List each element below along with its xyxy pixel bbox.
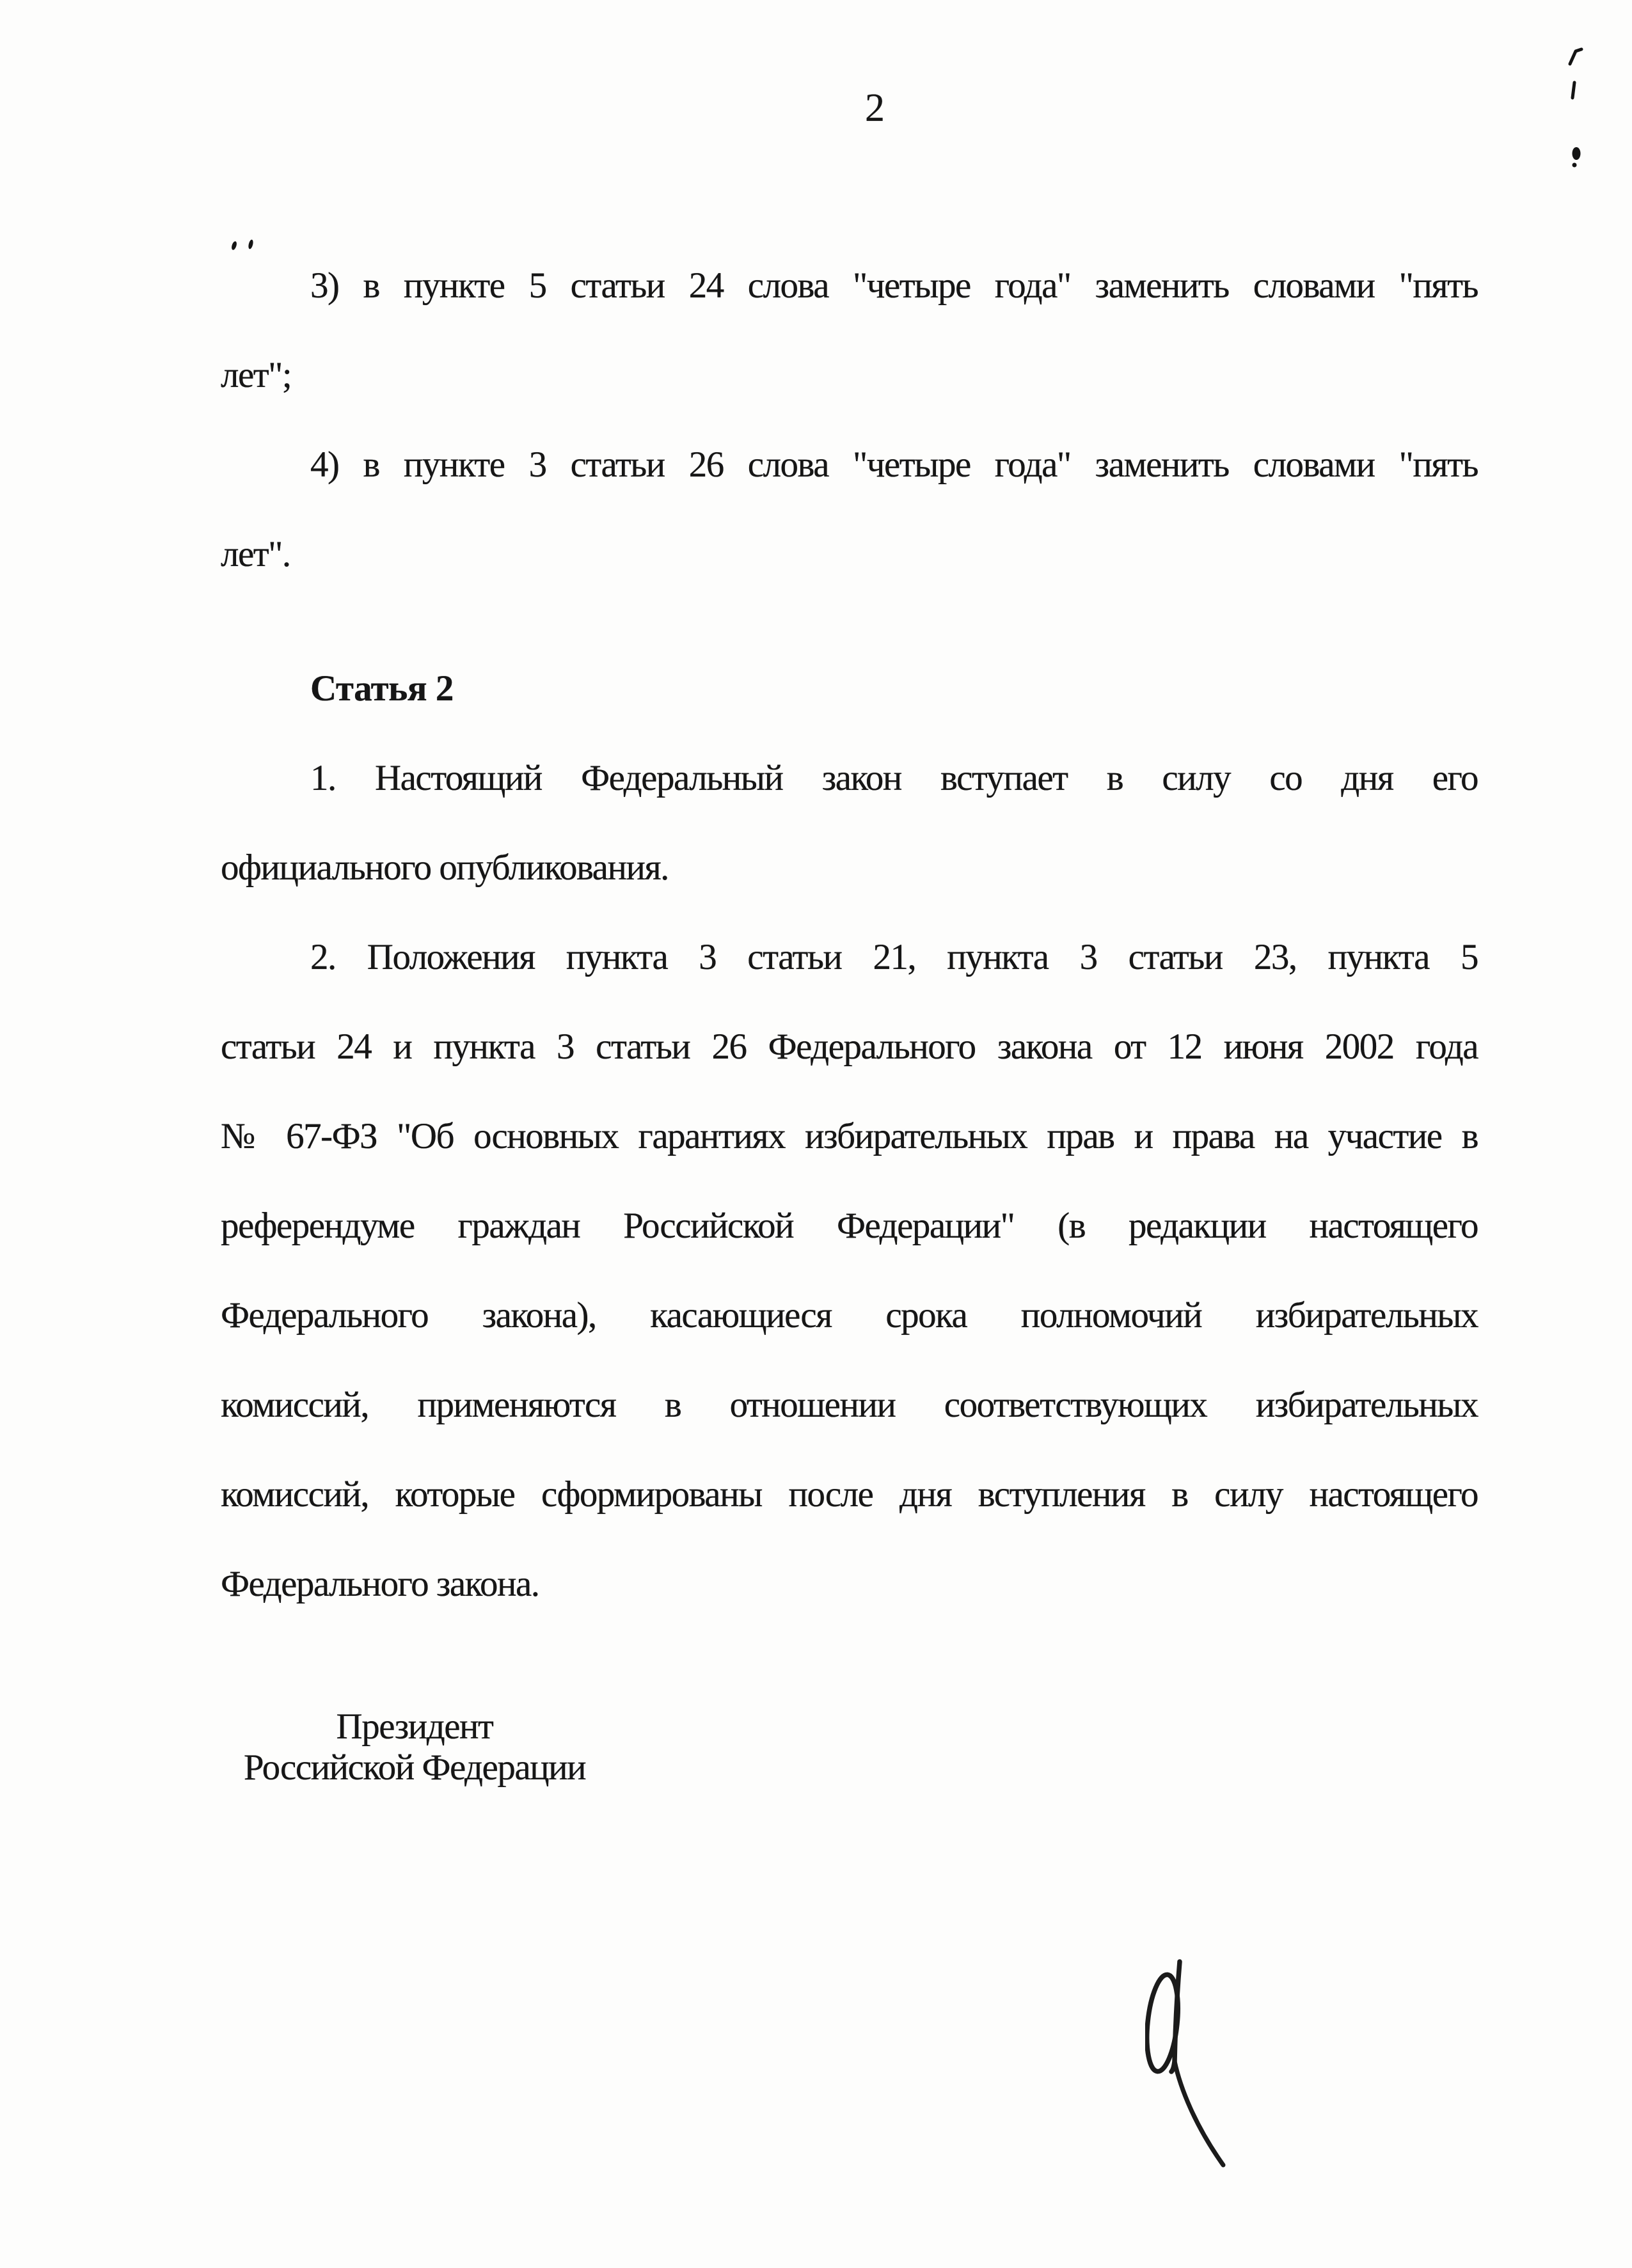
text-line: 4) в пункте 3 статьи 26 слова "четыре года" заменить словами "пять <box>310 445 1478 485</box>
text-line: 2. Положения пункта 3 статьи 21, пункта 3 статьи 23, пункта 5 <box>310 937 1478 977</box>
text-line: официального опубликования. <box>221 847 669 888</box>
document-body <box>221 241 1478 1629</box>
handwritten-signature-stroke <box>1145 1954 1241 2171</box>
text-line: статьи 24 и пункта 3 статьи 26 Федерального закона от 12 июня 2002 года <box>221 1027 1478 1067</box>
text-line: Федерального закона), касающиеся срока полномочий избирательных <box>221 1295 1478 1335</box>
text-line: комиссий, применяются в отношении соответствующих избирательных <box>221 1385 1478 1425</box>
signature-block <box>225 1706 604 1788</box>
heading-spacer <box>221 599 1478 644</box>
text-line: № 67-ФЗ "Об основных гарантиях избирательных прав и права на участие в <box>221 1116 1478 1156</box>
text-line: лет". <box>221 534 290 574</box>
ink-marks-right-edge <box>1561 38 1593 173</box>
article-heading: Статья 2 <box>310 668 454 709</box>
page-number: 2 <box>865 86 885 130</box>
text-line: комиссий, которые сформированы после дня вступления в силу настоящего <box>221 1474 1478 1515</box>
text-line: референдуме граждан Российской Федерации" (в редакции настоящего <box>221 1206 1478 1246</box>
text-line: 3) в пункте 5 статьи 24 слова "четыре года" заменить словами "пять <box>310 265 1478 306</box>
text-line: 1. Настоящий Федеральный закон вступает в силу со дня его <box>310 758 1478 798</box>
signatory-title-line-1: Президент <box>336 1706 493 1747</box>
text-line: Федерального закона. <box>221 1564 539 1604</box>
signatory-title-line-2: Российской Федерации <box>243 1747 586 1788</box>
text-line: лет"; <box>221 355 292 395</box>
